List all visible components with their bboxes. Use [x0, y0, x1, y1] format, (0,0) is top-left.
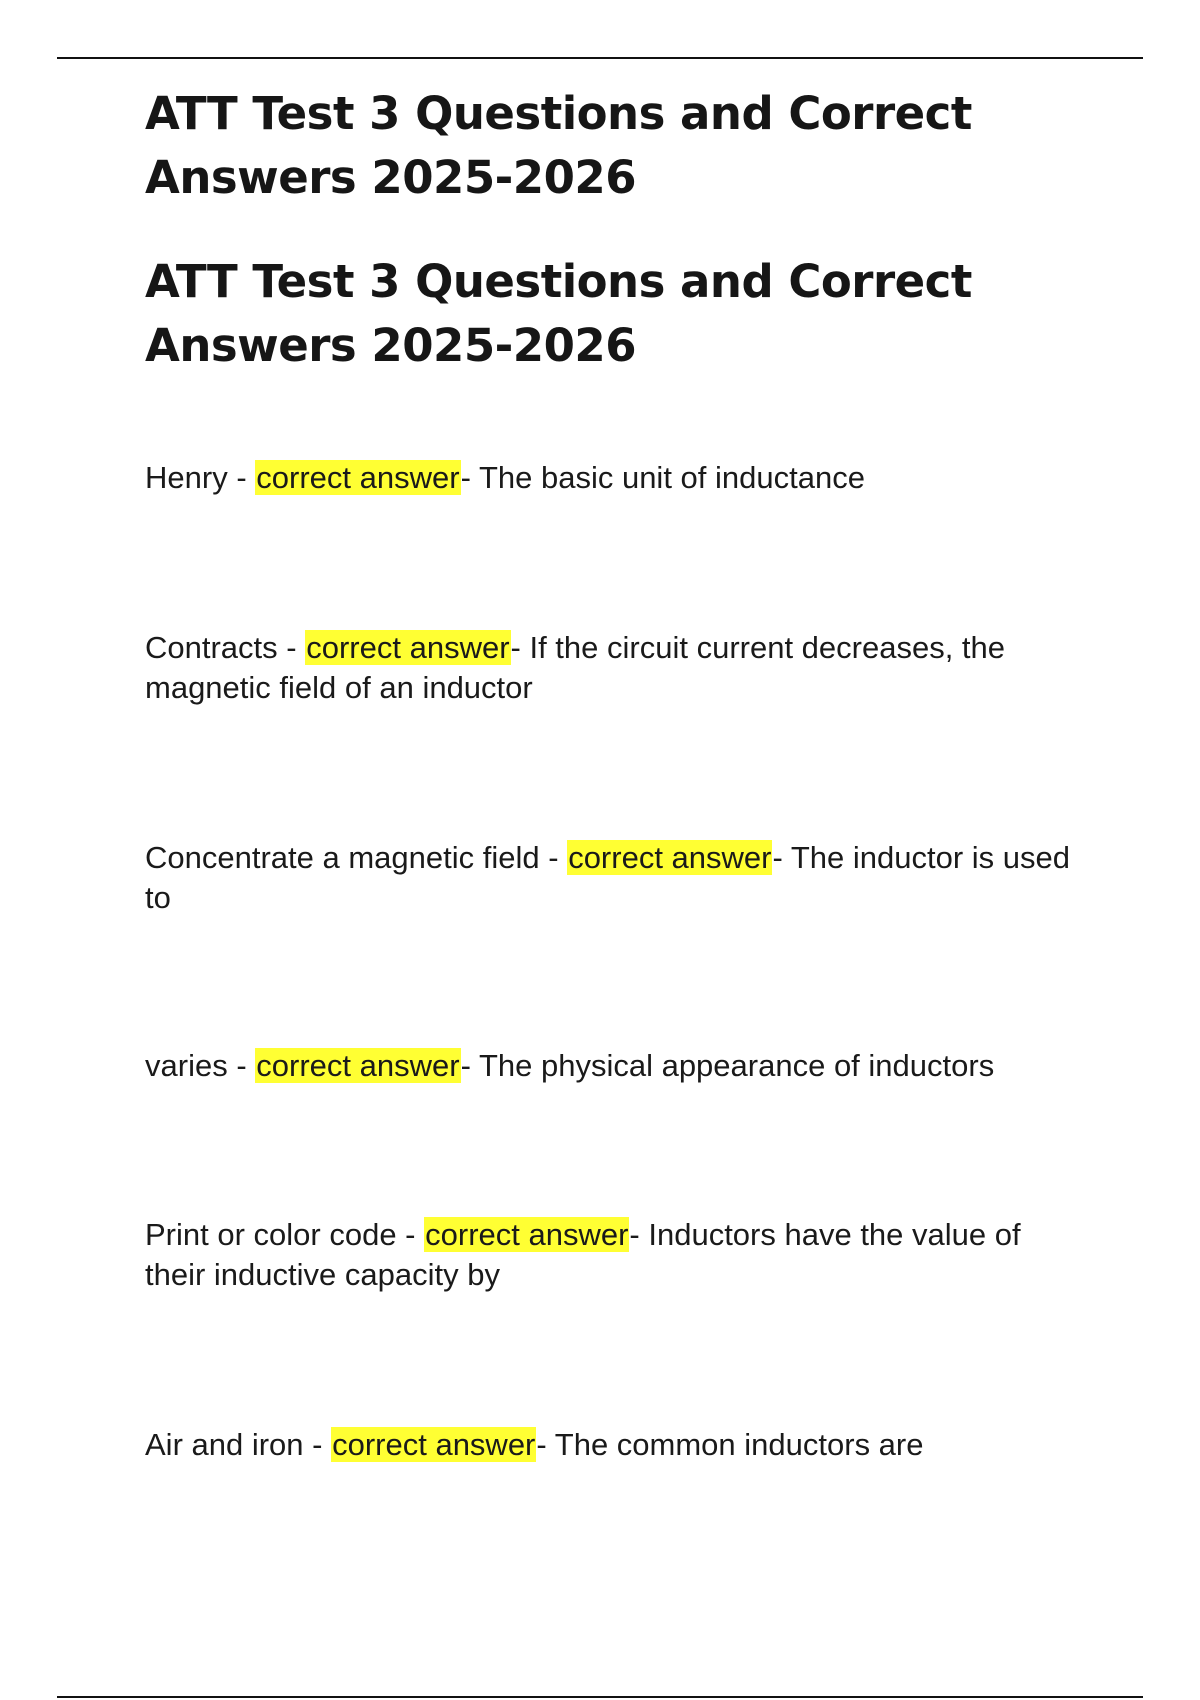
top-rule — [57, 57, 1143, 59]
qa-definition: - If the circuit current decreases, the magnetic field of an inductor — [145, 630, 1006, 705]
qa-definition: - The common inductors are — [536, 1427, 924, 1462]
qa-separator: - — [277, 630, 306, 665]
bottom-rule — [57, 1696, 1143, 1698]
qa-separator: - — [227, 1048, 256, 1083]
qa-term: varies — [145, 1048, 228, 1083]
document-subtitle: ATT Test 3 Questions and Correct Answers 2025-2026 — [145, 255, 972, 372]
qa-term: Henry — [145, 460, 228, 495]
qa-term: Print or color code — [145, 1217, 397, 1252]
qa-item — [145, 838, 1085, 918]
correct-answer-highlight: correct answer — [256, 1048, 460, 1083]
document-title: ATT Test 3 Questions and Correct Answers 2025-2026 — [145, 87, 972, 204]
qa-term: Contracts — [145, 630, 278, 665]
qa-definition: - The basic unit of inductance — [460, 460, 865, 495]
qa-separator: - — [396, 1217, 425, 1252]
correct-answer-highlight: correct answer — [332, 1427, 536, 1462]
qa-separator: - — [539, 840, 568, 875]
document-body — [145, 82, 1085, 1462]
qa-item — [145, 458, 1085, 498]
qa-definition: - The physical appearance of inductors — [460, 1048, 995, 1083]
correct-answer-highlight: correct answer — [256, 460, 460, 495]
qa-separator: - — [303, 1427, 332, 1462]
qa-item — [145, 1425, 1085, 1465]
qa-term: Concentrate a magnetic field — [145, 840, 540, 875]
correct-answer-highlight: correct answer — [425, 1217, 629, 1252]
qa-item — [145, 628, 1085, 708]
qa-definition: - The inductor is used to — [145, 840, 1071, 915]
correct-answer-highlight: correct answer — [306, 630, 510, 665]
qa-term: Air and iron — [145, 1427, 304, 1462]
qa-definition: - Inductors have the value of their inductive capacity by — [145, 1217, 1021, 1292]
qa-item — [145, 1215, 1085, 1295]
qa-item — [145, 1046, 1085, 1086]
correct-answer-highlight: correct answer — [568, 840, 772, 875]
qa-separator: - — [227, 460, 256, 495]
